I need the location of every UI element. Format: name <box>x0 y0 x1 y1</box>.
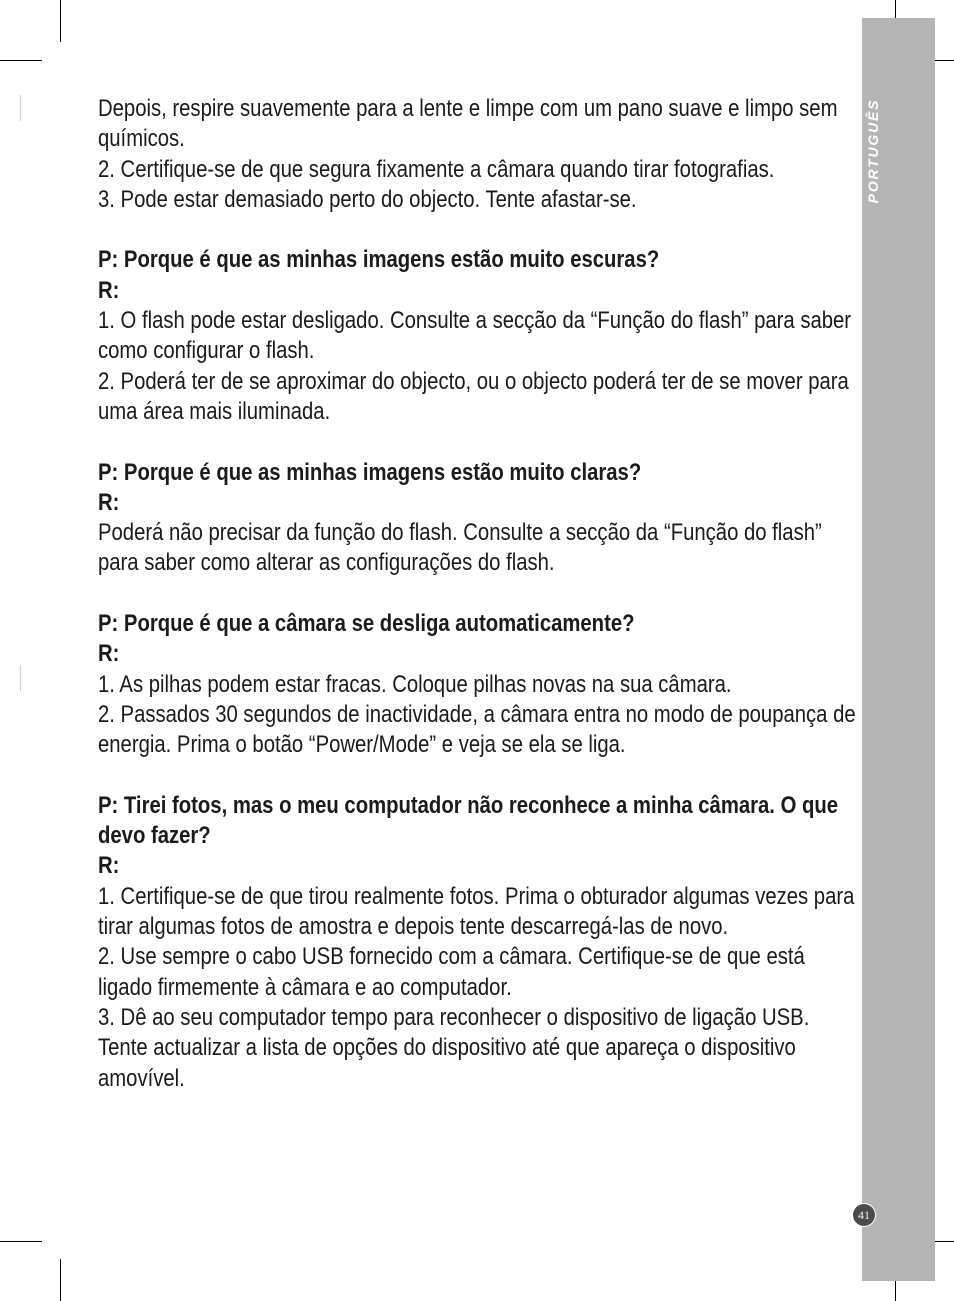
crop-mark-bottom-left-horizontal <box>0 1241 42 1242</box>
question-line: devo fazer? <box>98 822 211 850</box>
answer-line: 2. Use sempre o cabo USB fornecido com a câmara. Certifique-se de que está <box>98 943 805 971</box>
crop-mark-bottom-left-vertical <box>60 1259 61 1301</box>
faq-item-dark-images <box>98 245 954 427</box>
answer-label: R: <box>98 852 120 880</box>
registration-mark <box>20 665 21 691</box>
text-line: 3. Pode estar demasiado perto do objecto. Tente afastar-se. <box>98 185 637 213</box>
answer-line: 1. O flash pode estar desligado. Consulte a secção da “Função do flash” para saber <box>98 307 852 335</box>
faq-item-bright-images <box>98 458 954 579</box>
answer-line: Poderá não precisar da função do flash. Consulte a secção da “Função do flash” <box>98 519 822 547</box>
answer-line: 1. As pilhas podem estar fracas. Coloque pilhas novas na sua câmara. <box>98 670 732 698</box>
answer-line: 3. Dê ao seu computador tempo para reconhecer o dispositivo de ligação USB. <box>98 1003 810 1031</box>
continuation-block <box>98 94 954 215</box>
text-line: químicos. <box>98 125 185 153</box>
faq-item-computer-not-recognizing <box>98 791 954 1094</box>
answer-line: uma área mais iluminada. <box>98 397 331 425</box>
answer-line: amovível. <box>98 1064 185 1092</box>
text-line: Depois, respire suavemente para a lente e limpe com um pano suave e limpo sem <box>98 95 838 122</box>
answer-line: 1. Certifique-se de que tirou realmente fotos. Prima o obturador algumas vezes para <box>98 882 855 910</box>
crop-mark-top-left-horizontal <box>0 60 42 61</box>
answer-line: tirar algumas fotos de amostra e depois tente descarregá-las de novo. <box>98 913 729 941</box>
answer-line: energia. Prima o botão “Power/Mode” e veja se ela se liga. <box>98 731 626 759</box>
document-body <box>98 94 954 1094</box>
answer-line: 2. Poderá ter de se aproximar do objecto, ou o objecto poderá ter de se mover para <box>98 367 849 395</box>
text-line: 2. Certifique-se de que segura fixamente a câmara quando tirar fotografias. <box>98 155 775 183</box>
question-line: P: Tirei fotos, mas o meu computador não reconhece a minha câmara. O que <box>98 791 839 819</box>
answer-line: para saber como alterar as configurações do flash. <box>98 549 555 577</box>
answer-label: R: <box>98 276 120 304</box>
language-tab-label: PORTUGUÊS <box>865 98 881 204</box>
answer-line: Tente actualizar a lista de opções do dispositivo até que apareça o dispositivo <box>98 1034 796 1062</box>
question-line: P: Porque é que as minhas imagens estão muito escuras? <box>98 246 660 274</box>
question-line: P: Porque é que as minhas imagens estão muito claras? <box>98 458 642 486</box>
crop-mark-top-left-vertical <box>60 0 61 42</box>
page-number: 41 <box>853 1204 875 1226</box>
question-line: P: Porque é que a câmara se desliga automaticamente? <box>98 610 635 638</box>
registration-mark <box>20 95 21 121</box>
answer-line: ligado firmemente à câmara e ao computador. <box>98 973 512 1001</box>
faq-item-auto-power-off <box>98 609 954 760</box>
answer-line: como configurar o flash. <box>98 337 315 365</box>
answer-label: R: <box>98 640 120 668</box>
answer-label: R: <box>98 488 120 516</box>
answer-line: 2. Passados 30 segundos de inactividade, a câmara entra no modo de poupança de <box>98 700 856 728</box>
